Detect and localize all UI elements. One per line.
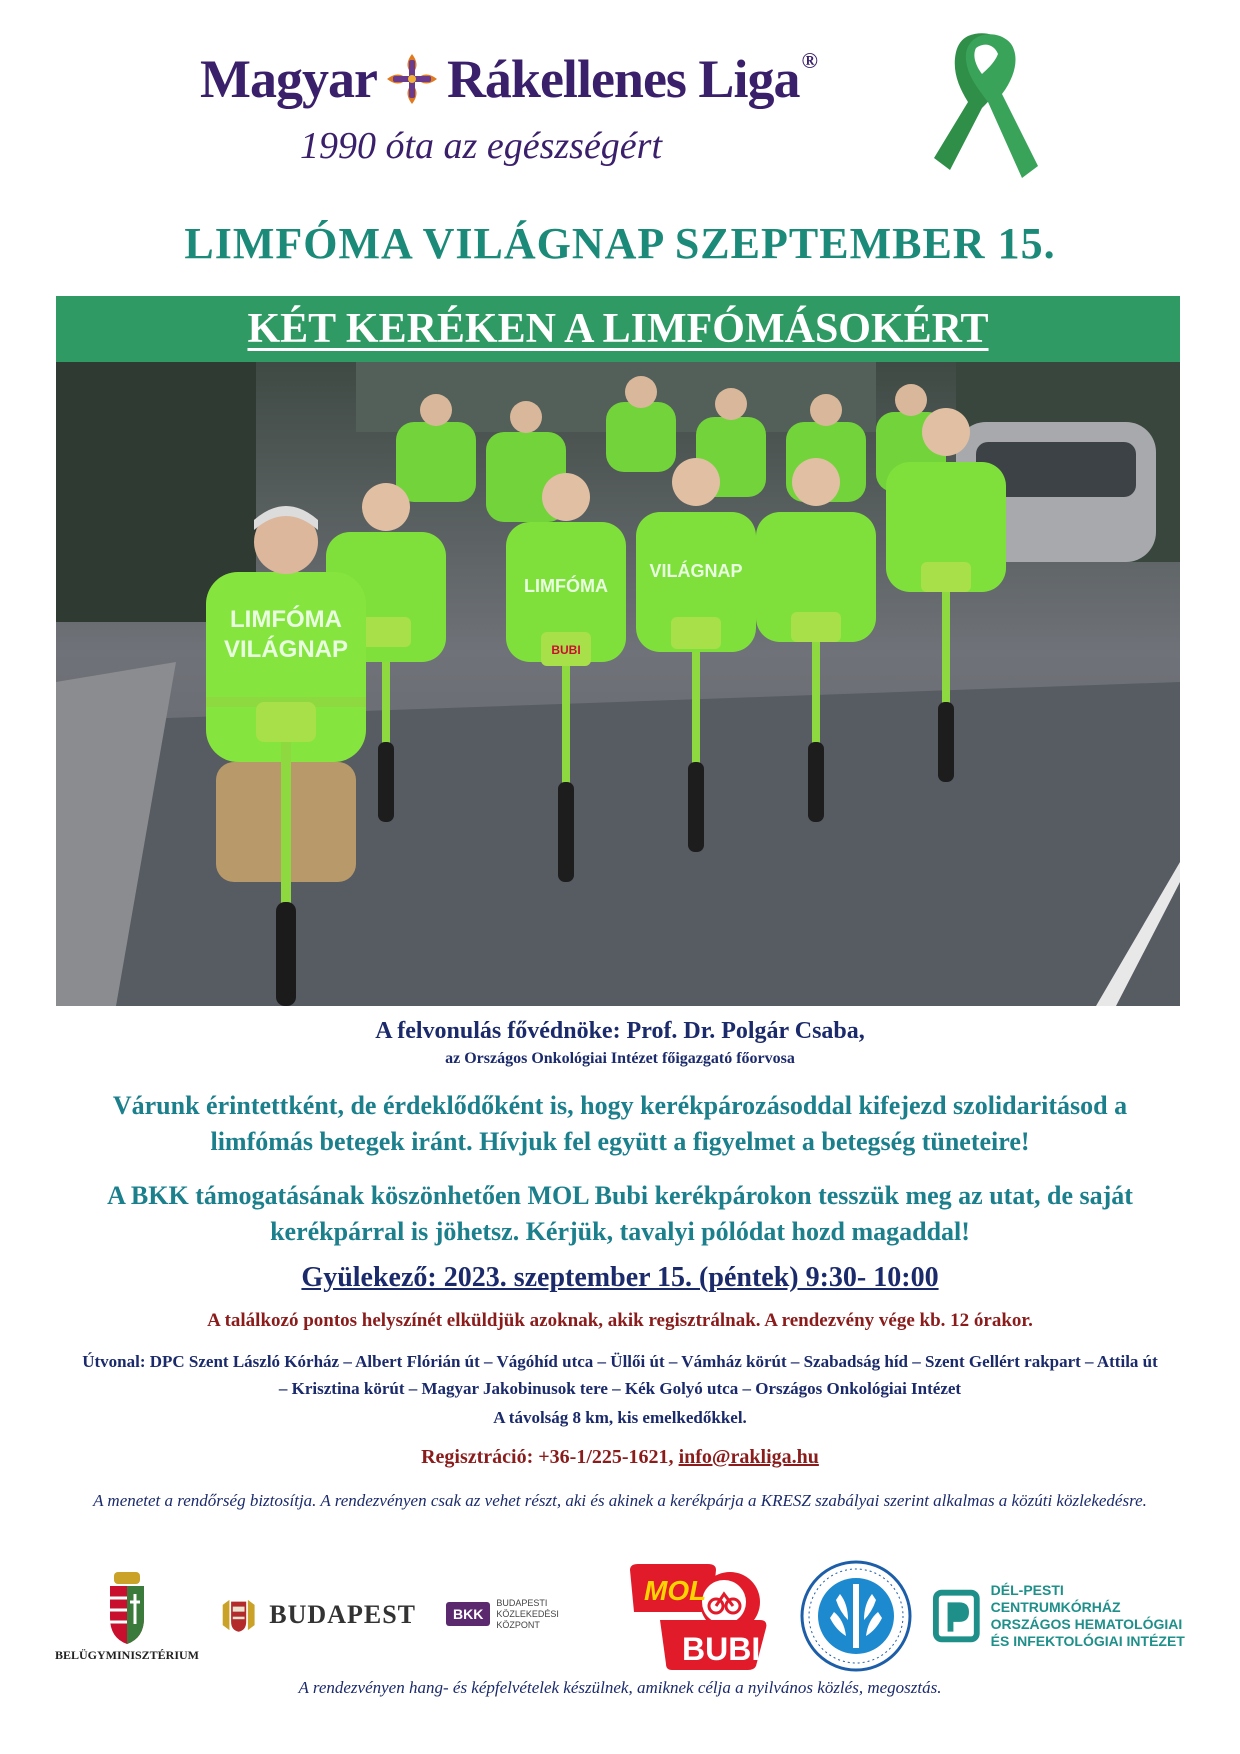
cyclists-illustration bbox=[56, 362, 1180, 1006]
mol-bubi-logo bbox=[620, 1562, 770, 1672]
interior-ministry-logo bbox=[52, 1570, 202, 1670]
event-banner bbox=[56, 296, 1180, 362]
brand-tagline: 1990 óta az egészségért bbox=[300, 125, 663, 167]
interior-ministry-label: BELÜGYMINISZTÉRIUM bbox=[54, 1648, 200, 1662]
registration-phone: Regisztráció: +36-1/225-1621, bbox=[421, 1446, 674, 1468]
brand-logo bbox=[200, 44, 840, 114]
registered-mark: ® bbox=[801, 48, 817, 73]
dpc-hospital-logo bbox=[932, 1582, 1192, 1649]
patron-line: A felvonulás fővédnöke: Prof. Dr. Polgár Csaba, bbox=[375, 1018, 865, 1044]
cyclists-photo bbox=[56, 362, 1180, 1006]
oncology-institute-emblem-icon bbox=[800, 1560, 912, 1672]
page-title: LIMFÓMA VILÁGNAP SZEPTEMBER 15. bbox=[184, 219, 1056, 268]
mol-label: MOL bbox=[644, 1575, 707, 1606]
shirt-text-4: VILÁGNAP bbox=[649, 561, 743, 581]
patron-subtitle: az Országos Onkológiai Intézet főigazgató főorvosa bbox=[445, 1050, 795, 1067]
police-note: A menetet a rendőrség biztosítja. A rendezvényen csak az vehet részt, aki és akinek a kerékpárja a KRESZ szabályai szerint alkalmas a közúti közlekedésre. bbox=[93, 1491, 1147, 1510]
bubi-label: BUBI bbox=[682, 1631, 761, 1667]
budapest-logo bbox=[216, 1590, 416, 1640]
bike-brand-label: BUBI bbox=[551, 643, 581, 657]
footer-note: A rendezvényen hang- és képfelvételek készülnek, amiknek célja a nyilvános közlés, megosztás. bbox=[298, 1678, 942, 1697]
bkk-logo bbox=[446, 1592, 606, 1636]
gathering-time: Gyülekező: 2023. szeptember 15. (péntek) 9:30- 10:00 bbox=[301, 1262, 939, 1293]
invitation-paragraph: Várunk érintettként, de érdeklődőként is, hogy kerékpározásoddal kifejezd szolidaritásod a limfómás betegek iránt. Hívjuk fel együtt a figyelmet a betegség tüneteire! bbox=[112, 1091, 1128, 1156]
dpc-hospital-name: DÉL-PESTI CENTRUMKÓRHÁZ ORSZÁGOS HEMATOLÓGIAI ÉS INFEKTOLÓGIAI INTÉZET bbox=[990, 1582, 1185, 1649]
shirt-text-3: LIMFÓMA bbox=[524, 576, 608, 596]
bkk-full-name: BUDAPESTI KÖZLEKEDÉSI KÖZPONT bbox=[496, 1597, 559, 1630]
brand-name-right: Rákellenes Liga® bbox=[446, 48, 817, 109]
hungarian-coat-of-arms-icon bbox=[52, 1570, 202, 1646]
bkk-support-paragraph: A BKK támogatásának köszönhetően MOL Bubi kerékpárokon tesszük meg az utat, de saját kerékpárral is jöhetsz. Kérjük, tavalyi pólódat hozd magaddal! bbox=[107, 1181, 1133, 1246]
route-description: Útvonal: DPC Szent László Kórház – Albert Flórián út – Vágóhíd utca – Üllői út – Vámház körút – Szabadság híd – Szent Gellért rakpart – Attila út – Krisztina körút – Magyar Jakobinusok tere – Kék Golyó utca – Országos Onkológiai Intézet bbox=[82, 1352, 1158, 1398]
dpc-emblem-icon bbox=[932, 1588, 981, 1644]
shirt-text-2: VILÁGNAP bbox=[223, 636, 349, 663]
brand-name-left: Magyar bbox=[200, 49, 377, 109]
bkk-badge: BKK bbox=[446, 1602, 490, 1626]
budapest-crest-icon bbox=[216, 1593, 261, 1637]
mol-bubi-emblem bbox=[620, 1562, 770, 1672]
event-banner-title: KÉT KERÉKEN A LIMFÓMÁSOKÉRT bbox=[247, 306, 989, 352]
registration-line bbox=[0, 1446, 1240, 1469]
registration-email-link[interactable]: info@rakliga.hu bbox=[678, 1446, 819, 1468]
cross-emblem-icon bbox=[385, 52, 439, 106]
national-oncology-institute-logo bbox=[800, 1560, 912, 1672]
shirt-text-1: LIMFÓMA bbox=[230, 606, 342, 633]
budapest-label: BUDAPEST bbox=[269, 1600, 416, 1629]
awareness-ribbon-icon bbox=[930, 30, 1040, 180]
distance-note: A távolság 8 km, kis emelkedőkkel. bbox=[493, 1408, 747, 1427]
meeting-note: A találkozó pontos helyszínét elküldjük azoknak, akik regisztrálnak. A rendezvény vége kb. 12 órakor. bbox=[207, 1310, 1033, 1331]
